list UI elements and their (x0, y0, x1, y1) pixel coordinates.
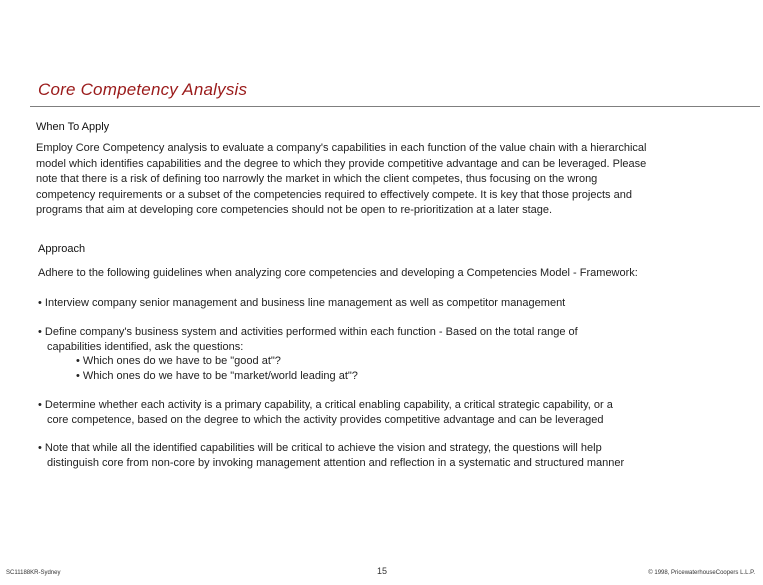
when-to-apply-line: competency requirements or a subset of the competencies required to effectively compete. It is key that those projects and (36, 188, 632, 201)
when-to-apply-line: programs that aim at developing core competencies should not be open to re-prioritization at a later stage. (36, 204, 553, 217)
footer-copyright: © 1998, PricewaterhouseCoopers L.L.P. (648, 570, 755, 576)
approach-bullet-determine (38, 398, 613, 427)
footer-document-id: SC11188KR-Sydney (6, 570, 61, 576)
title-divider (30, 106, 760, 107)
approach-bullet-define (38, 325, 578, 383)
when-to-apply-line: model which identifies capabilities and the degree to which they provide competitive advantage and can be leveraged. Please (36, 157, 647, 170)
approach-heading: Approach (38, 243, 86, 255)
sub-bullet-good-at: • Which ones do we have to be "good at"? (76, 355, 281, 367)
bullet-text: • Interview company senior management and business line management as well as competitor management (38, 297, 566, 309)
bullet-text: distinguish core from non-core by invoking management attention and reflection in a systematic and structured manner (47, 456, 625, 469)
page-title: Core Competency Analysis (38, 80, 248, 99)
bullet-text: • Define company's business system and activities performed within each function - Based on the total range of (38, 326, 578, 338)
approach-bullet-interview (38, 296, 565, 311)
bullet-text: core competence, based on the degree to which the activity provides competitive advantage and can be leveraged (47, 413, 604, 426)
bullet-text: • Determine whether each activity is a primary capability, a critical enabling capability, a critical strategic capability, or a (38, 399, 613, 411)
approach-bullet-note (38, 441, 624, 470)
approach-intro: Adhere to the following guidelines when analyzing core competencies and developing a Competencies Model - Framework: (38, 267, 638, 279)
when-to-apply-heading: When To Apply (36, 121, 110, 133)
page-number: 15 (377, 566, 388, 576)
when-to-apply-line: note that there is a risk of defining too narrowly the market in which the client competes, thus focusing on the wrong (36, 173, 598, 186)
bullet-text: capabilities identified, ask the questions: (47, 340, 244, 353)
when-to-apply-paragraph (36, 141, 756, 219)
when-to-apply-line: Employ Core Competency analysis to evaluate a company's capabilities in each function of the value chain with a hierarchical (36, 142, 647, 154)
bullet-text: • Note that while all the identified capabilities will be critical to achieve the vision and strategy, the questions will help (38, 442, 602, 454)
sub-bullet-market-leading: • Which ones do we have to be "market/world leading at"? (76, 369, 358, 382)
